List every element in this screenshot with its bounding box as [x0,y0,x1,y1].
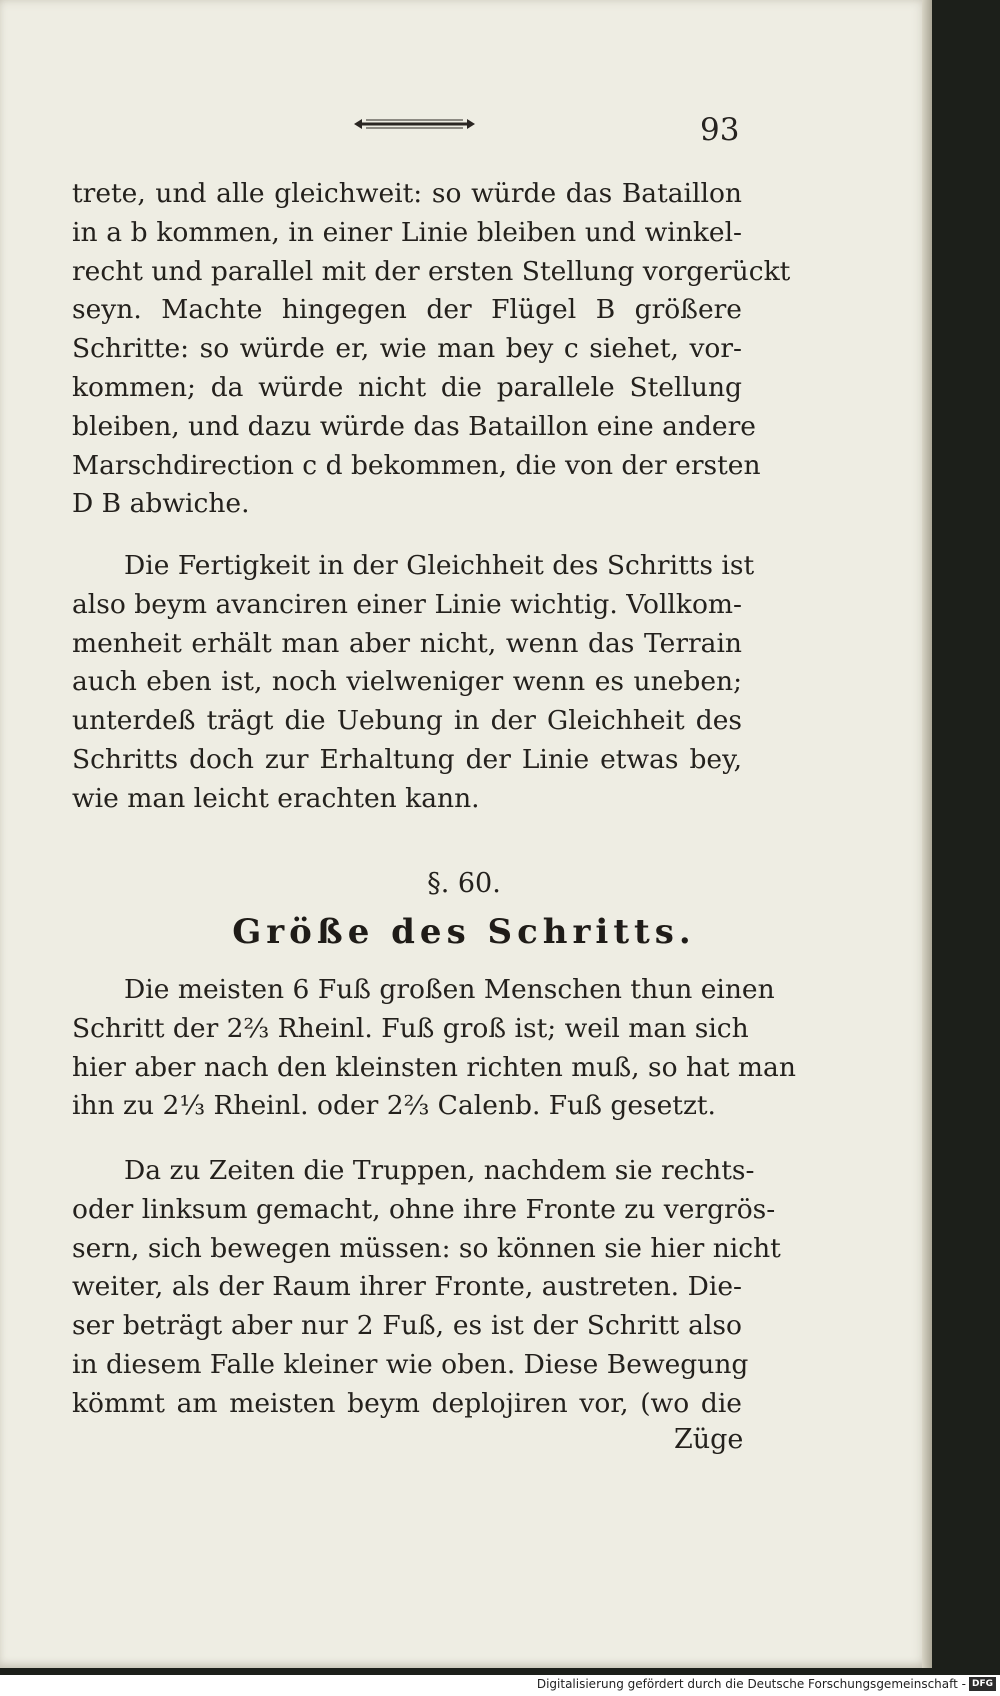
text-line: auch eben ist, noch vielweniger wenn es uneben; [72,666,742,698]
text-line: oder linksum gemacht, ohne ihre Fronte zu vergrös- [72,1193,776,1225]
footer-credit: Digitalisierung gefördert durch die Deutsche Forschungsgemeinschaft - [536,1677,966,1691]
page-number: 93 [700,112,740,148]
paragraph-3 [72,971,796,1126]
paragraph-2 [72,547,755,819]
text-line: also beym avanciren einer Linie wichtig. Vollkom- [72,588,742,620]
text-line: kommen; da würde nicht die parallele Stellung [72,371,742,403]
text-line: D B abwiche. [72,488,250,520]
text-line: unterdeß trägt die Uebung in der Gleichheit des [72,705,742,737]
text-line: bleiben, und dazu würde das Bataillon eine andere [72,410,756,442]
text-line: kömmt am meisten beym deplojiren vor, (wo die [72,1387,742,1419]
text-line: Schritt der 2⅔ Rheinl. Fuß groß ist; weil man sich [72,1012,749,1044]
text-line: ser beträgt aber nur 2 Fuß, es ist der Schritt also [72,1310,742,1342]
text-line: recht und parallel mit der ersten Stellung vorgerückt [72,255,791,287]
page-edge [922,0,932,1668]
text-line: in a b kommen, in einer Linie bleiben und winkel- [72,216,742,248]
text-line: Die meisten 6 Fuß großen Menschen thun einen [124,974,775,1005]
text-line: Da zu Zeiten die Truppen, nachdem sie rechts- [124,1155,755,1186]
text-line: wie man leicht erachten kann. [72,782,480,814]
section-number: §. 60. [427,868,501,899]
text-line: ihn zu 2⅓ Rheinl. oder 2⅔ Calenb. Fuß gesetzt. [72,1090,716,1122]
section-title: Größe des Schritts. [232,912,696,952]
text-line: sern, sich bewegen müssen: so können sie hier nicht [72,1232,781,1264]
text-line: Schritts doch zur Erhaltung der Linie etwas bey, [72,743,742,775]
text-line: in diesem Falle kleiner wie oben. Diese Bewegung [72,1348,749,1380]
text-line: Schritte: so würde er, wie man bey c siehet, vor- [72,333,742,365]
paragraph-4 [72,1152,781,1424]
text-line: seyn. Machte hingegen der Flügel B größere [72,294,742,326]
text-line: hier aber nach den kleinsten richten muß, so hat man [72,1051,796,1083]
text-line: weiter, als der Raum ihrer Fronte, austreten. Die- [72,1271,742,1303]
ornament-rule [352,117,477,131]
text-line: menheit erhält man aber nicht, wenn das Terrain [72,627,742,659]
digitization-footer [0,1675,1000,1696]
paragraph-1 [72,175,791,524]
text-line: trete, und alle gleichweit: so würde das Bataillon [72,178,742,209]
text-line: Die Fertigkeit in der Gleichheit des Schritts ist [124,550,755,581]
catchword: Züge [674,1424,744,1455]
dfg-logo-icon: DFG [969,1677,996,1691]
text-line: Marschdirection c d bekommen, die von der ersten [72,449,761,481]
